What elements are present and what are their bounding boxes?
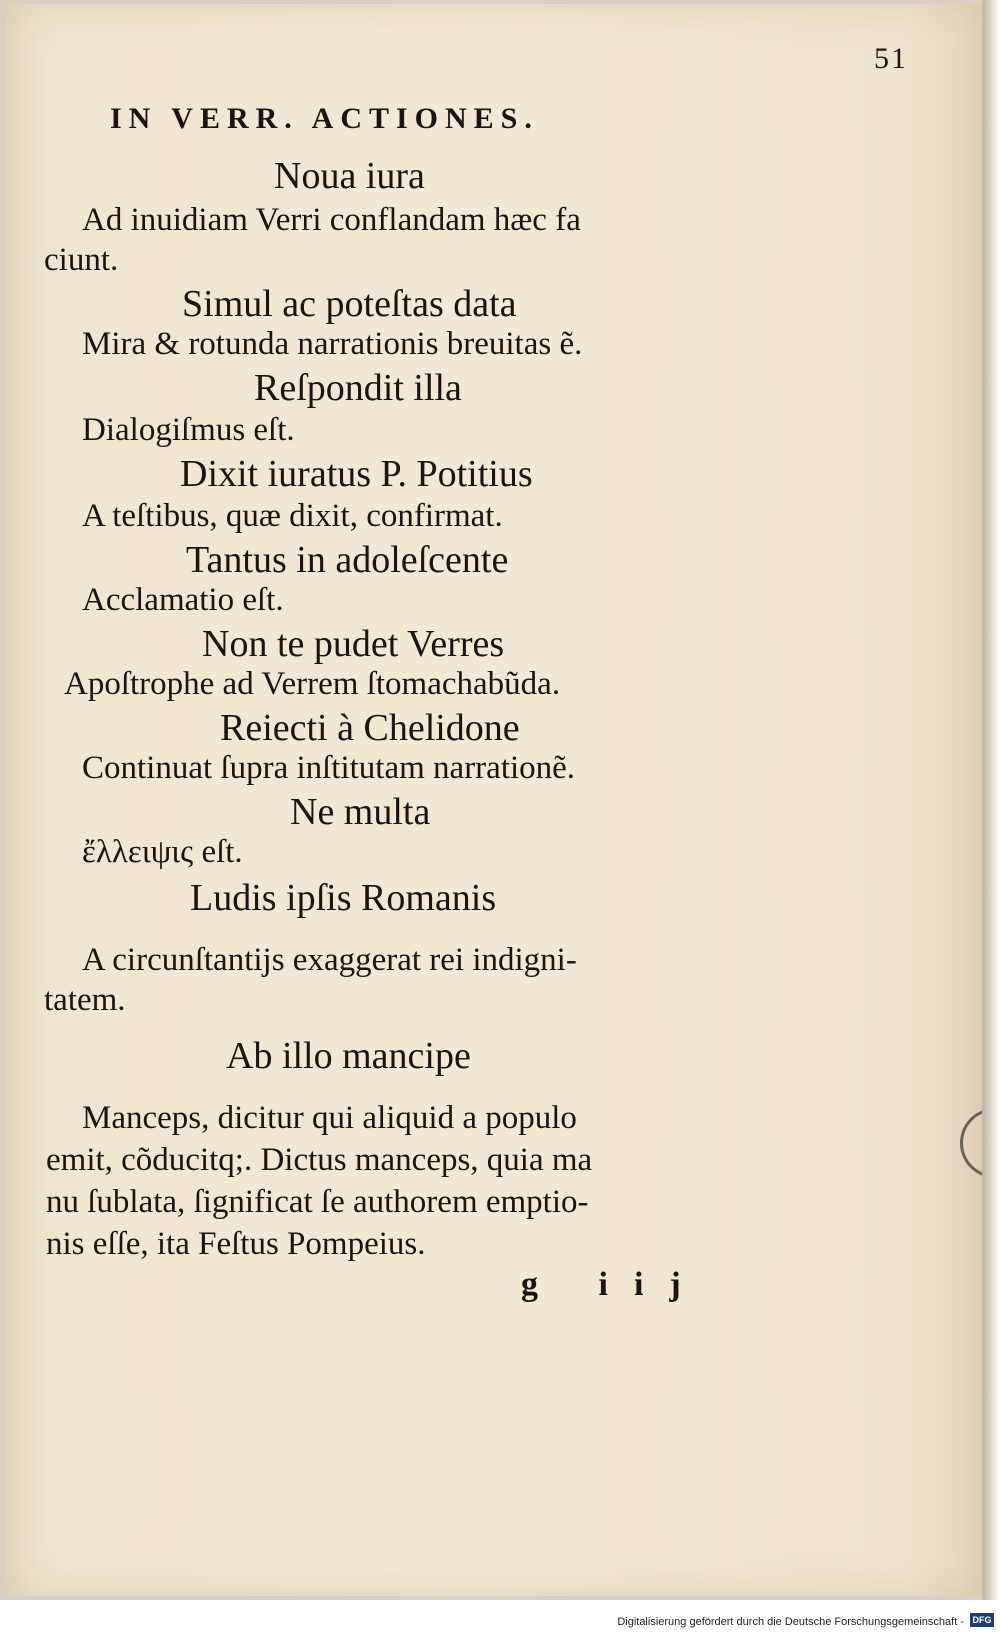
commentary-line: Manceps, dicitur qui aliquid a populo — [82, 1100, 577, 1136]
lemma-line: Reſpondit illa — [254, 367, 462, 409]
commentary-line: Dialogiſmus eſt. — [82, 412, 295, 448]
lemma-line: Reiecti à Chelidone — [220, 707, 520, 749]
commentary-line: nu ſublata, ſignificat ſe authorem emptio- — [46, 1184, 589, 1220]
lemma-line: Tantus in adoleſcente — [186, 539, 509, 581]
lemma-line: Non te pudet Verres — [202, 623, 505, 665]
commentary-line: Continuat ſupra inſtitutam narrationẽ. — [82, 750, 576, 786]
commentary-line: A circunſtantijs exaggerat rei indigni- — [82, 942, 577, 978]
dfg-logo-icon: DFG — [970, 1613, 994, 1627]
commentary-line: emit, cõducitq;. Dictus manceps, quia ma — [46, 1142, 593, 1178]
commentary-line: tatem. — [44, 982, 126, 1018]
folio-number: 51 — [874, 42, 908, 75]
signature-mark: g iij — [521, 1266, 707, 1303]
lemma-line: Ne multa — [290, 791, 431, 833]
lemma-line: Ludis ipſis Romanis — [190, 877, 497, 919]
lemma-line: Simul ac poteſtas data — [182, 283, 517, 325]
commentary-line: ciunt. — [44, 242, 119, 278]
footer-credit: Digitalisierung gefördert durch die Deutsche Forschungsgemeinschaft - — [617, 1616, 964, 1628]
commentary-line: A teſtibus, quæ dixit, confirmat. — [82, 498, 503, 534]
lemma-line: Dixit iuratus P. Potitius — [180, 453, 533, 495]
book-page — [6, 4, 990, 1596]
running-head: IN VERR. ACTIONES. — [110, 102, 539, 135]
page-edge — [982, 0, 1000, 1600]
lemma-line: Ab illo mancipe — [226, 1035, 471, 1077]
commentary-line: nis eſſe, ita Feſtus Pompeius. — [46, 1226, 426, 1262]
commentary-line: Ad inuidiam Verri conflandam hæc fa — [82, 202, 581, 238]
commentary-line: ἔλλειψις eſt. — [82, 834, 243, 870]
footer-bar — [0, 1600, 1000, 1635]
lemma-line: Noua iura — [274, 155, 425, 197]
commentary-line: Acclamatio eſt. — [82, 582, 284, 618]
commentary-line: Mira & rotunda narrationis breuitas ẽ. — [82, 326, 583, 362]
commentary-line: Apoſtrophe ad Verrem ſtomachabũda. — [64, 666, 561, 702]
